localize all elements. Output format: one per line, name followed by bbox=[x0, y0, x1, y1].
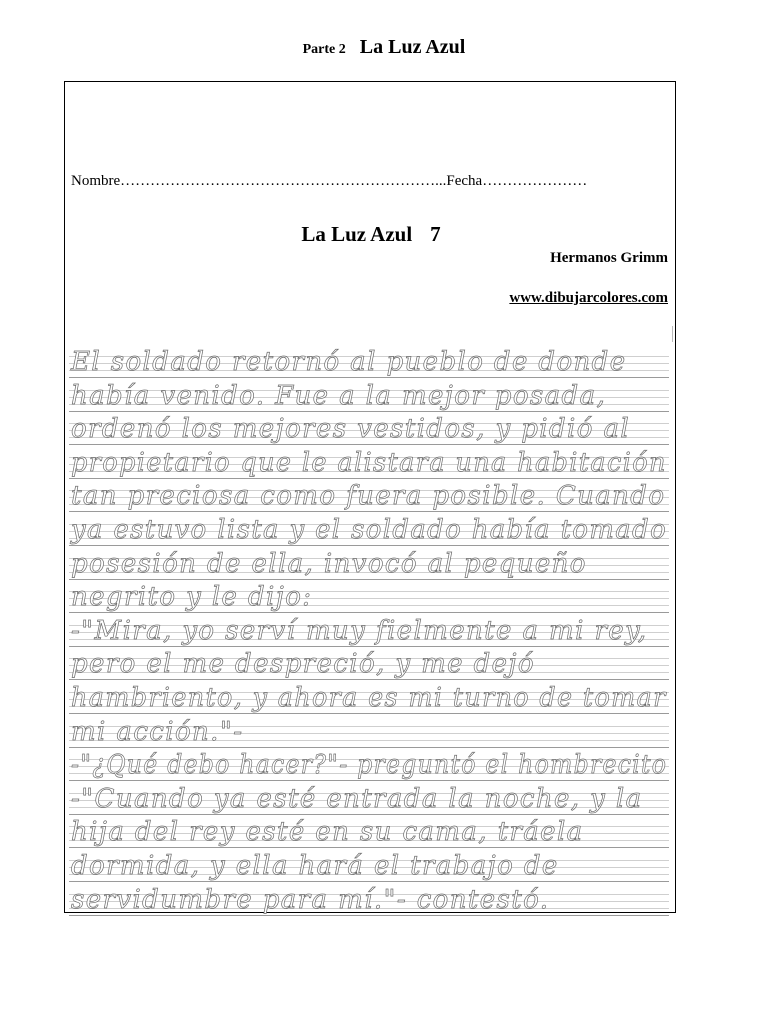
tracing-text: había venido. Fue a la mejor posada, bbox=[71, 380, 607, 411]
tracing-text: propietario que le alistara una habitación bbox=[71, 447, 667, 478]
tracing-text: posesión de ella, invocó al pequeño bbox=[71, 548, 587, 579]
tracing-text: pero el me despreció, y me dejó bbox=[71, 649, 535, 680]
header-title: La Luz Azul bbox=[359, 36, 466, 58]
tracing-line bbox=[69, 850, 669, 884]
tracing-line bbox=[69, 548, 669, 582]
tracing-line bbox=[69, 783, 669, 817]
tracing-text: dormida, y ella hará el trabajo de bbox=[71, 850, 559, 881]
part-label: Parte 2 bbox=[302, 42, 346, 57]
tracing-text: -"Cuando ya esté entrada la noche, y la bbox=[71, 783, 643, 814]
tracing-line bbox=[69, 581, 669, 615]
tracing-area bbox=[69, 346, 669, 917]
tracing-line bbox=[69, 514, 669, 548]
worksheet-number: 7 bbox=[430, 222, 441, 246]
tracing-line bbox=[69, 380, 669, 414]
tracing-text: El soldado retornó al pueblo de donde bbox=[71, 347, 627, 377]
tracing-line bbox=[69, 648, 669, 682]
tracing-line bbox=[69, 884, 669, 918]
tracing-text: hambriento, y ahora es mi turno de tomar bbox=[71, 682, 667, 713]
tracing-text: negrito y le dijo: bbox=[71, 582, 313, 613]
margin-mark bbox=[672, 326, 675, 342]
tracing-line bbox=[69, 749, 669, 783]
tracing-text: ya estuvo lista y el soldado había tomado bbox=[71, 514, 668, 545]
tracing-text: tan preciosa como fuera posible. Cuando bbox=[71, 481, 666, 512]
page-header bbox=[0, 36, 768, 59]
worksheet-title-text: La Luz Azul bbox=[301, 222, 413, 246]
website-link[interactable]: www.dibujarcolores.com bbox=[509, 290, 668, 306]
worksheet-frame bbox=[64, 81, 676, 913]
tracing-line bbox=[69, 346, 669, 380]
tracing-text: ordenó los mejores vestidos, y pidió al bbox=[71, 414, 631, 445]
tracing-line bbox=[69, 615, 669, 649]
tracing-text: hija del rey esté en su cama, tráela bbox=[71, 817, 584, 848]
tracing-text: -"Mira, yo serví muy fielmente a mi rey, bbox=[71, 615, 648, 646]
tracing-line bbox=[69, 447, 669, 481]
tracing-line bbox=[69, 682, 669, 716]
tracing-text: -"¿Qué debo hacer?"- preguntó el hombrecito bbox=[71, 750, 668, 781]
worksheet-title bbox=[65, 222, 677, 247]
tracing-line bbox=[69, 413, 669, 447]
author: Hermanos Grimm bbox=[550, 250, 668, 266]
tracing-text: servidumbre para mí."- contestó. bbox=[71, 884, 550, 915]
name-date-line: Nombre………………………………………………………...Fecha………………… bbox=[71, 173, 588, 189]
tracing-line bbox=[69, 816, 669, 850]
tracing-line bbox=[69, 716, 669, 750]
tracing-line bbox=[69, 480, 669, 514]
tracing-text: mi acción."- bbox=[71, 716, 244, 747]
